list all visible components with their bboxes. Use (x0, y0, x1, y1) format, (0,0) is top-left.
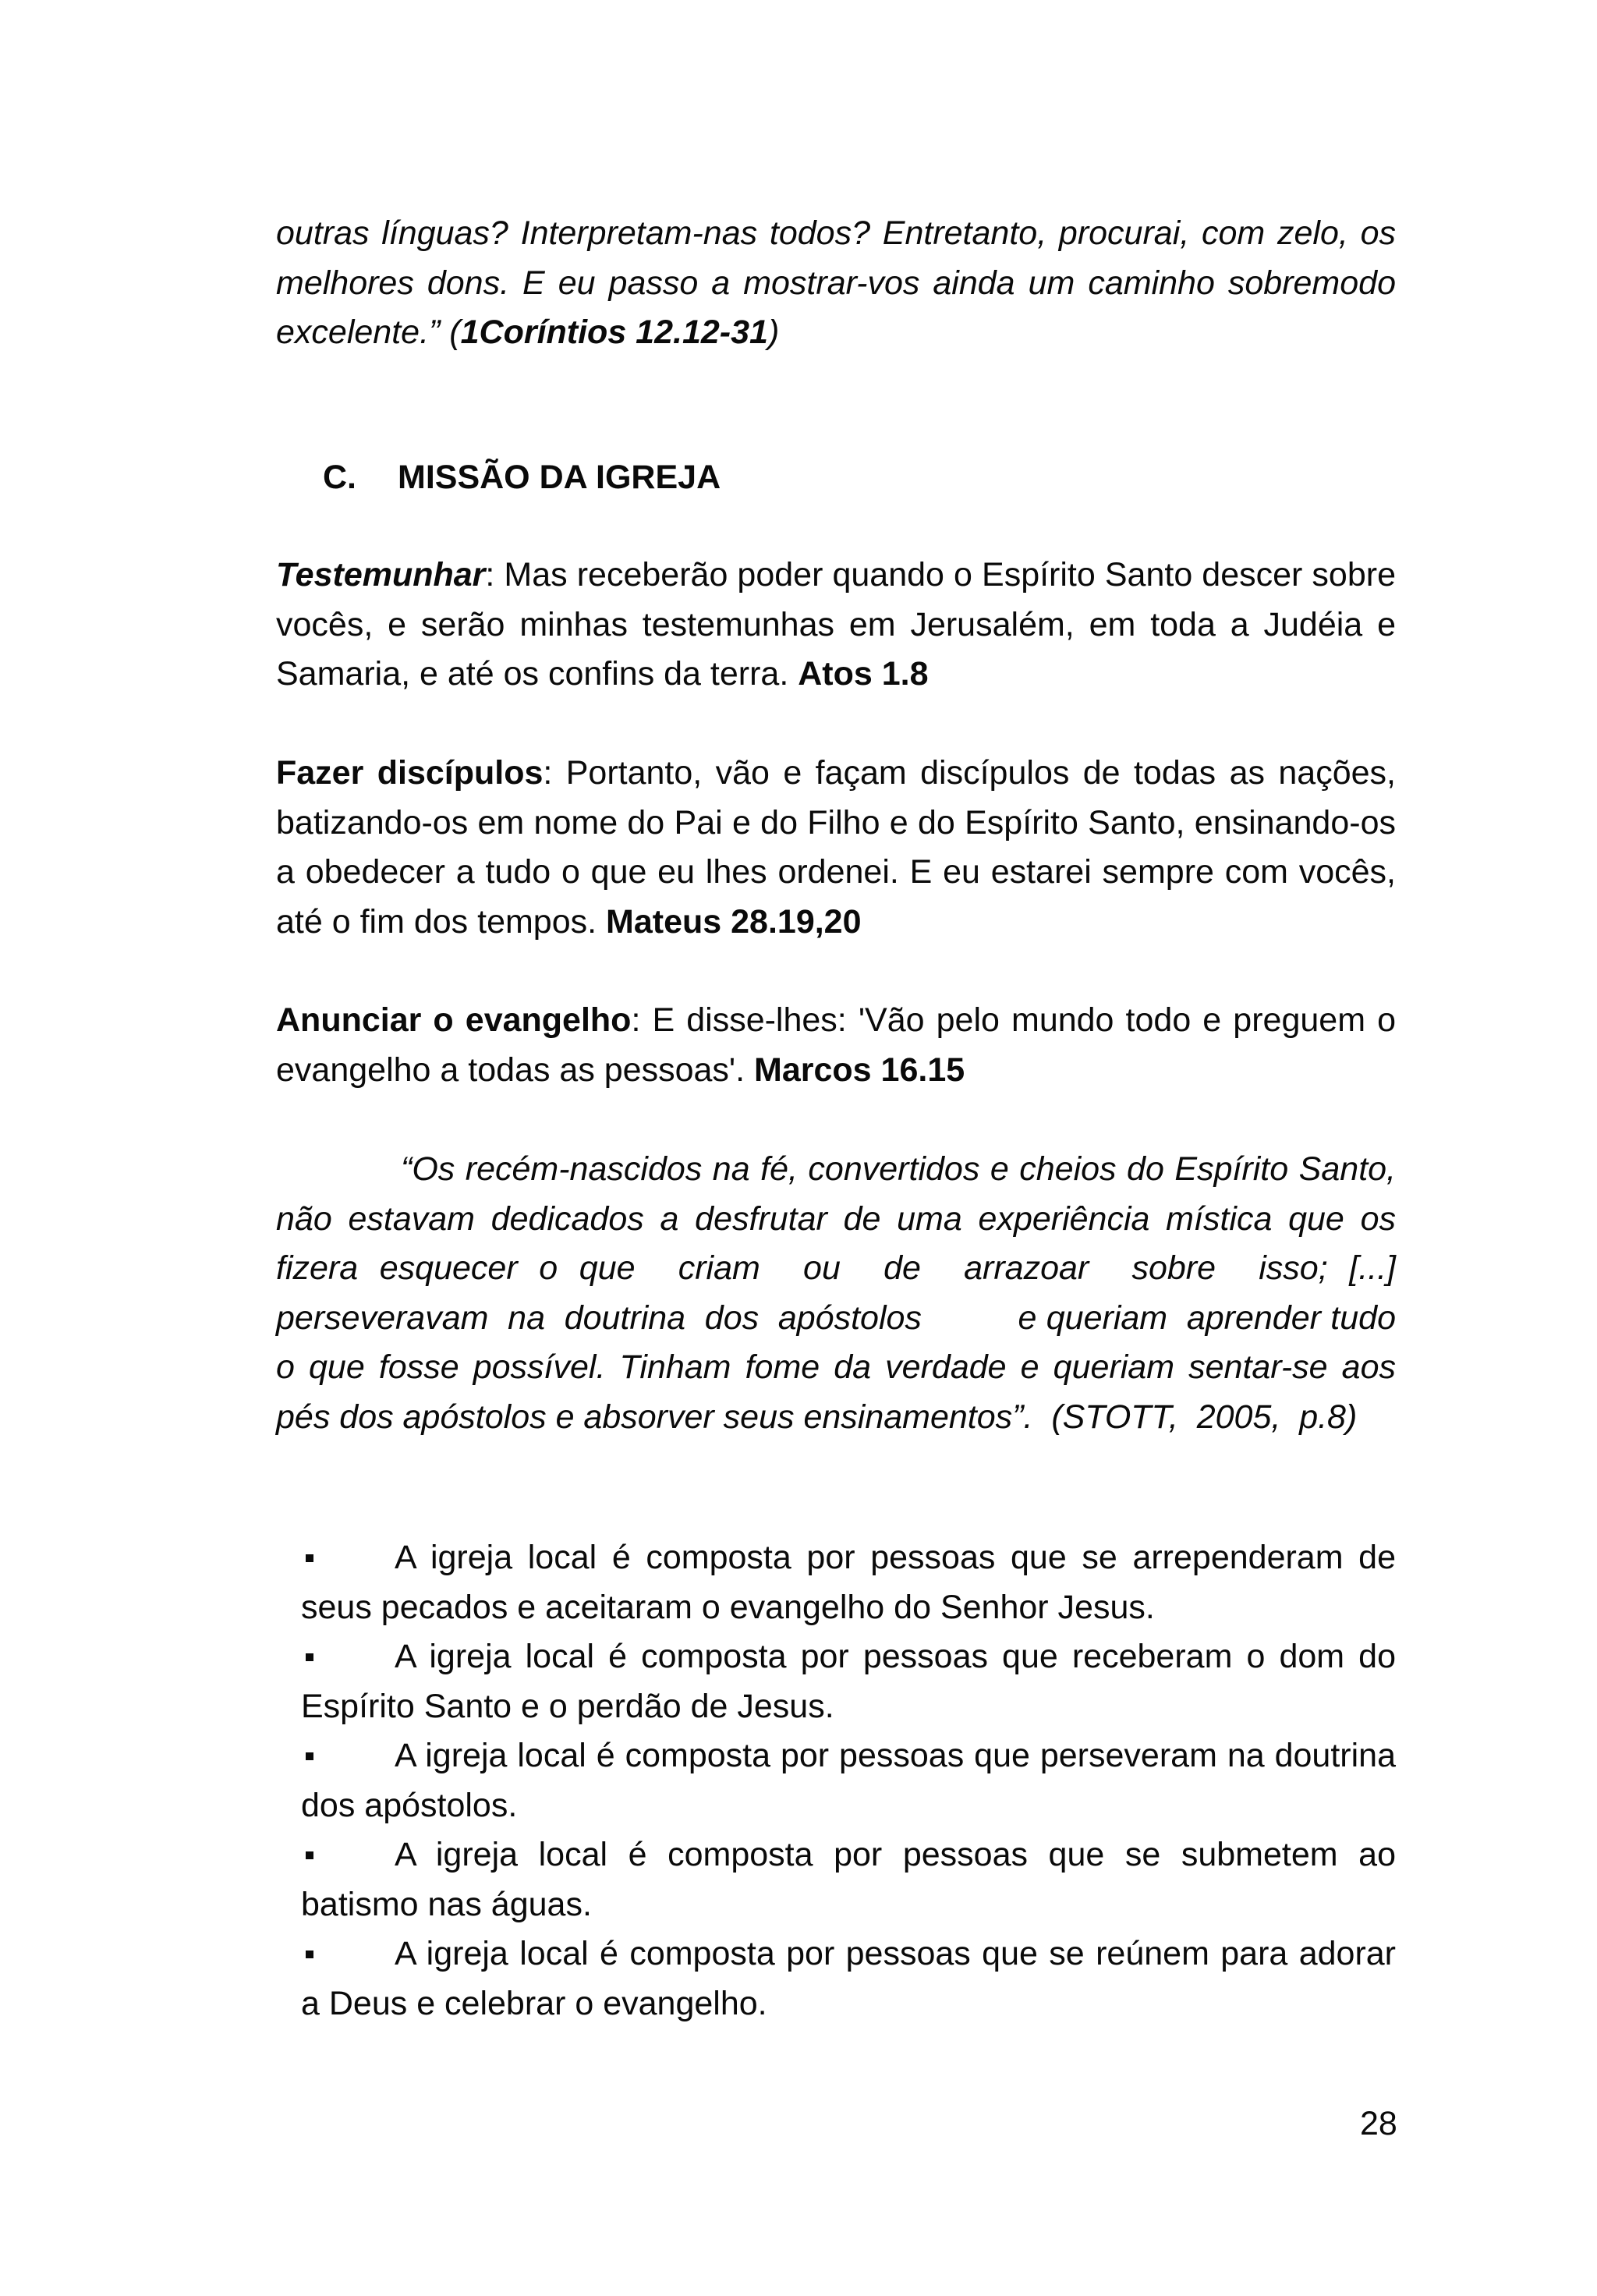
paragraph-label: Anunciar o evangelho (276, 1001, 632, 1039)
list-item (301, 1731, 1396, 1830)
paragraph-reference: Marcos 16.15 (754, 1051, 965, 1089)
paragraph-testemunhar (276, 551, 1396, 700)
paragraph-anunciar-evangelho (276, 996, 1396, 1095)
intro-quote-text: outras línguas? Interpretam-nas todos? Entretanto, procurai, com zelo, os melhores dons. E eu passo a mostrar-vos ainda um caminho sobremodo excelente.” ( (276, 214, 1396, 351)
paragraph-label: Testemunhar (276, 556, 486, 593)
paragraph-text: : Portanto, vão e façam discípulos de todas as nações, batizando-os em nome do Pai e do Filho e do Espírito Santo, ensinando-os a obedecer a tudo o que eu lhes ordenei. E eu estarei sempre com vocês, até o fim dos tempos. (276, 754, 1396, 941)
section-number: C. (323, 459, 356, 496)
paragraph-text: : E disse-lhes: 'Vão pelo mundo todo e preguem o evangelho a todas as pessoas'. (276, 1001, 1396, 1089)
section-title: MISSÃO DA IGREJA (398, 459, 721, 496)
list-item-text: A igreja local é composta por pessoas que se arrependeram de seus pecados e aceitaram o evangelho do Senhor Jesus. (301, 1539, 1396, 1626)
square-bullet-icon (306, 1851, 313, 1859)
list-item (301, 1830, 1396, 1929)
citation-block (276, 1145, 1405, 1442)
paragraph-label: Fazer discípulos (276, 754, 544, 792)
list-item-text: A igreja local é composta por pessoas que se reúnem para adorar a Deus e celebrar o evangelho. (301, 1935, 1396, 2022)
list-item-text: A igreja local é composta por pessoas que se submetem ao batismo nas águas. (301, 1836, 1396, 1923)
paragraph-text: : Mas receberão poder quando o Espírito Santo descer sobre vocês, e serão minhas testemunhas em Jerusalém, em toda a Judéia e Samaria, e até os confins da terra. (276, 556, 1396, 693)
square-bullet-icon (306, 1752, 313, 1760)
list-item-text: A igreja local é composta por pessoas que perseveram na doutrina dos apóstolos. (301, 1737, 1396, 1824)
list-item (301, 1632, 1396, 1731)
citation-text: “Os recém-nascidos na fé, convertidos e cheios do Espírito Santo, não estavam dedicados a desfrutar de uma experiência mística que os fizera esquecer o que criam ou de arrazoar sobre isso; [...] perseveravam na doutrina dos apóstolos e queriam aprender tudo o que fosse possível. Tinham fome da verdade e queriam sentar-se aos pés dos apóstolos e absorver seus ensinamentos”. (STOTT, 2005, p.8) (276, 1150, 1405, 1436)
bullet-list (301, 1533, 1396, 2028)
square-bullet-icon (306, 1653, 313, 1661)
square-bullet-icon (306, 1951, 313, 1958)
page-number: 28 (1360, 2105, 1397, 2142)
list-item-text: A igreja local é composta por pessoas que receberam o dom do Espírito Santo e o perdão de Jesus. (301, 1638, 1396, 1725)
list-item (301, 1533, 1396, 1632)
paragraph-reference: Atos 1.8 (798, 655, 929, 693)
paragraph-reference: Mateus 28.19,20 (606, 902, 862, 941)
square-bullet-icon (306, 1554, 313, 1562)
list-item (301, 1929, 1396, 2028)
intro-quote-close: ) (767, 314, 780, 351)
section-heading (323, 453, 721, 503)
intro-quote-reference: 1Coríntios 12.12-31 (460, 314, 768, 351)
paragraph-fazer-discipulos (276, 749, 1396, 947)
intro-quote (276, 209, 1396, 358)
